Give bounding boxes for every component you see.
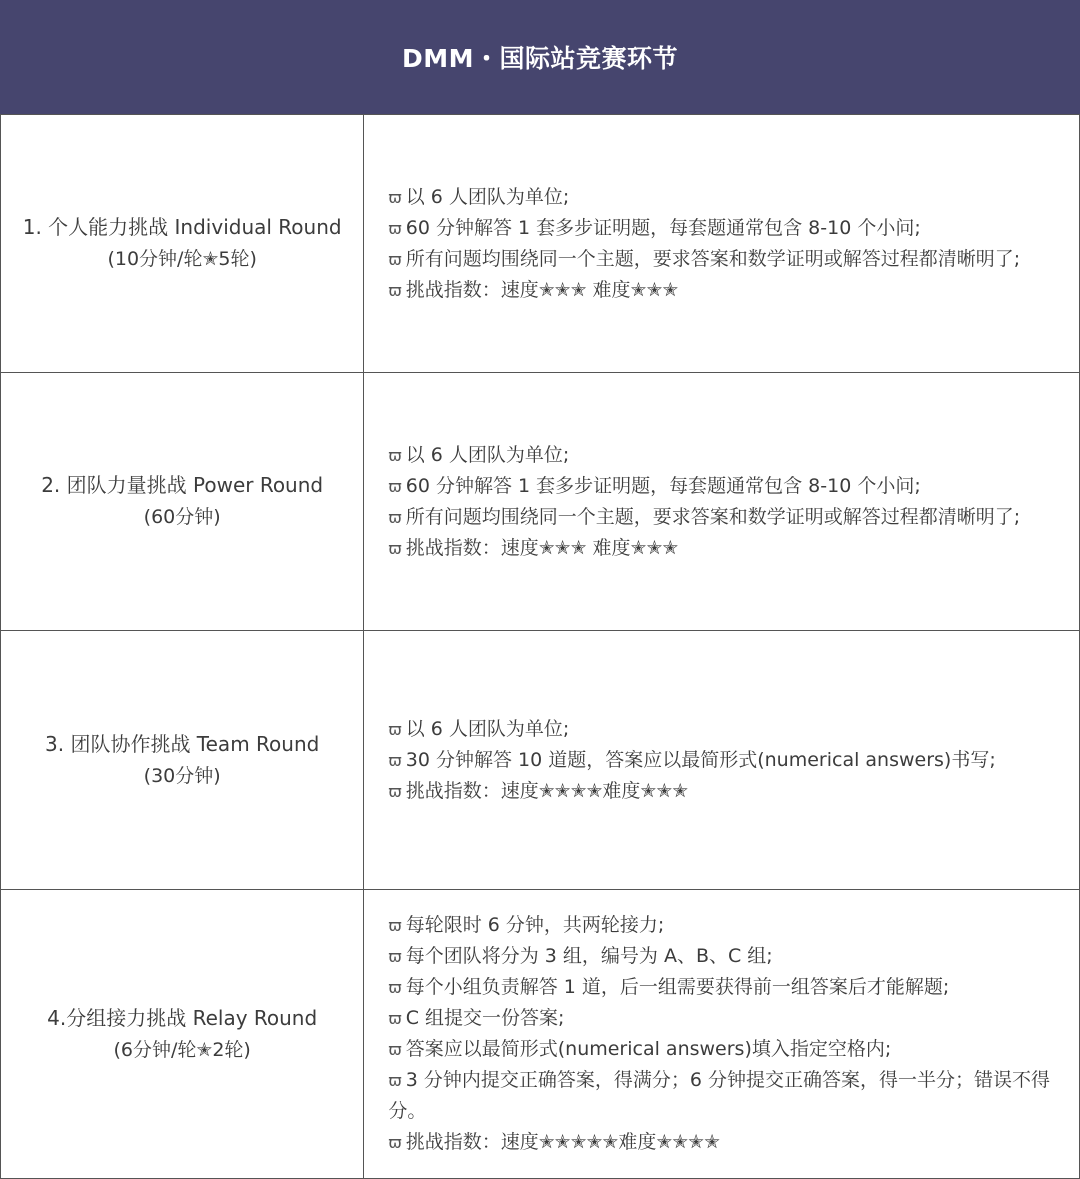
list-item: ϖ 60 分钟解答 1 套多步证明题，每套题通常包含 8-10 个小问; (388, 474, 921, 497)
list-item: ϖ 挑战指数：速度✭✭✭✭✭难度✭✭✭✭ (388, 1131, 721, 1153)
list-item: ϖ 所有问题均围绕同一个主题，要求答案和数学证明或解答过程都清晰明了; (388, 505, 1021, 528)
bullet-icon: ϖ (388, 249, 402, 269)
list-item: ϖ 以 6 人团队为单位; (388, 443, 570, 466)
bullet-icon: ϖ (388, 476, 402, 496)
round-name-cell (1, 631, 364, 890)
list-item: ϖ 挑战指数：速度✭✭✭ 难度✭✭✭ (388, 278, 679, 301)
rounds-table (0, 114, 1080, 1179)
bullet-icon: ϖ (388, 1040, 402, 1059)
table-row (1, 373, 1080, 631)
bullet-icon: ϖ (388, 750, 402, 770)
round-duration: (6分钟/轮✭2轮) (113, 1038, 251, 1061)
bullet-icon: ϖ (388, 538, 402, 558)
round-name: 2. 团队力量挑战 Power Round (41, 473, 324, 497)
list-item: ϖ C 组提交一份答案; (388, 1007, 565, 1029)
round-details-cell (364, 373, 1080, 631)
bullet-icon: ϖ (388, 978, 402, 997)
bullet-icon: ϖ (388, 1009, 402, 1028)
bullet-icon: ϖ (388, 916, 402, 935)
list-item: ϖ 挑战指数：速度✭✭✭ 难度✭✭✭ (388, 536, 679, 559)
list-item: ϖ 以 6 人团队为单位; (388, 185, 570, 208)
table-row (1, 890, 1080, 1179)
page-title: DMM・国际站竞赛环节 (401, 44, 678, 73)
round-duration: (30分钟) (143, 764, 221, 787)
list-item: ϖ 每轮限时 6 分钟，共两轮接力; (388, 914, 665, 936)
list-item: ϖ 60 分钟解答 1 套多步证明题，每套题通常包含 8-10 个小问; (388, 216, 921, 239)
bullet-icon: ϖ (388, 218, 402, 238)
table-row (1, 631, 1080, 890)
bullet-icon: ϖ (388, 280, 402, 300)
bullet-icon: ϖ (388, 947, 402, 966)
bullet-icon: ϖ (388, 719, 402, 739)
bullet-icon: ϖ (388, 187, 402, 207)
list-item: ϖ 30 分钟解答 10 道题，答案应以最简形式(numerical answers)书写; (388, 748, 996, 771)
round-details-cell (364, 890, 1080, 1179)
round-details-cell (364, 631, 1080, 890)
round-duration: (10分钟/轮✭5轮) (107, 248, 257, 270)
bullet-icon: ϖ (388, 1071, 402, 1090)
round-details-cell (364, 115, 1080, 373)
table-row (1, 115, 1080, 373)
list-item: ϖ 3 分钟内提交正确答案，得满分；6 分钟提交正确答案，得一半分；错误不得分。 (388, 1069, 1050, 1122)
list-item: ϖ 以 6 人团队为单位; (388, 717, 570, 740)
bullet-icon: ϖ (388, 445, 402, 465)
round-name-cell (1, 373, 364, 631)
round-name-cell (1, 115, 364, 373)
round-name: 3. 团队协作挑战 Team Round (45, 731, 320, 756)
round-name: 1. 个人能力挑战 Individual Round (22, 215, 342, 239)
table-header (0, 0, 1080, 114)
list-item: ϖ 挑战指数：速度✭✭✭✭难度✭✭✭ (388, 779, 689, 802)
list-item: ϖ 每个小组负责解答 1 道，后一组需要获得前一组答案后才能解题; (388, 976, 950, 998)
round-name: 4.分组接力挑战 Relay Round (47, 1005, 318, 1030)
round-duration: (60分钟) (143, 506, 221, 528)
bullet-icon: ϖ (388, 781, 402, 801)
list-item: ϖ 所有问题均围绕同一个主题，要求答案和数学证明或解答过程都清晰明了; (388, 247, 1021, 270)
list-item: ϖ 每个团队将分为 3 组，编号为 A、B、C 组; (388, 945, 773, 967)
list-item: ϖ 答案应以最简形式(numerical answers)填入指定空格内; (388, 1038, 892, 1060)
bullet-icon: ϖ (388, 507, 402, 527)
bullet-icon: ϖ (388, 1133, 402, 1152)
round-name-cell (1, 890, 364, 1179)
